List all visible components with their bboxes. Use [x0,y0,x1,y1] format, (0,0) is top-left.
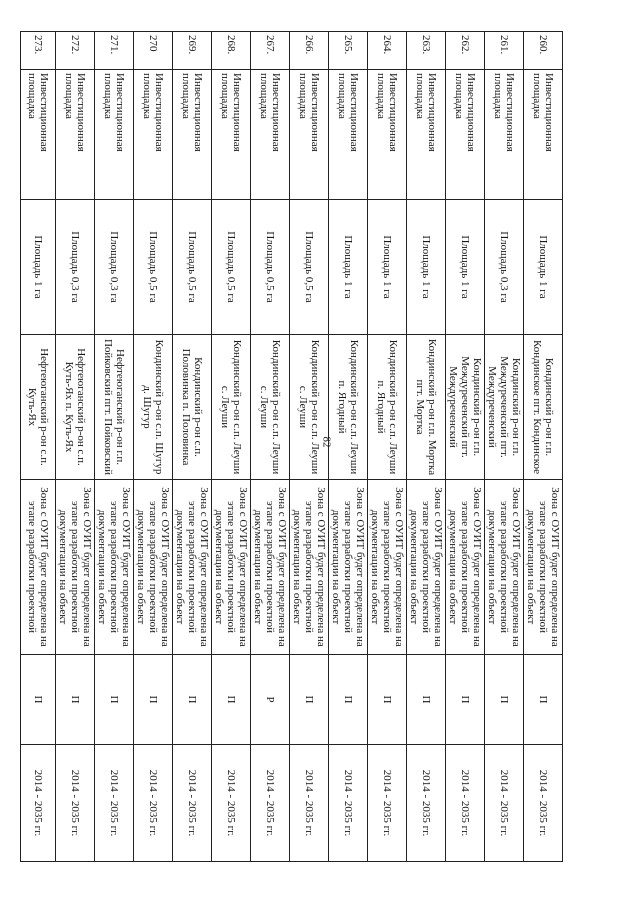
object-area: Площадь 1 га [524,200,563,335]
zone-description: Зона с ОУИТ будет определена на этапе разработки проектной документации на объект [524,480,563,655]
zone-description: Зона с ОУИТ будет определена на этапе разработки проектной документации на объект [290,480,329,655]
table-row [290,32,329,862]
implementation-period: 2014 - 2035 гг. [407,745,446,862]
object-type: Инвестиционная площадка [290,70,329,200]
object-location: Нефтеюганский р-он с.п. Куть-Ях [20,335,55,480]
implementation-period: 2014 - 2035 гг. [56,745,95,862]
table-row [485,32,524,862]
zone-description: Зона с ОУИТ будет определена на этапе разработки проектной документации на объект [251,480,290,655]
table-row [56,32,95,862]
table-row [95,32,134,862]
object-status: П [329,655,368,745]
object-status: П [407,655,446,745]
object-type: Инвестиционная площадка [134,70,173,200]
object-type: Инвестиционная площадка [407,70,446,200]
object-status: П [485,655,524,745]
object-location: Кондинский р-он г.п. Кондинское пгт. Кондинское [524,335,563,480]
object-type: Инвестиционная площадка [251,70,290,200]
object-location: Кондинский р-он г.п. Междуреченский пгт. Междуреченский [446,335,485,480]
object-location: Кондинский р-он с.п. Половинка п. Половинка [173,335,212,480]
object-type: Инвестиционная площадка [485,70,524,200]
implementation-period: 2014 - 2035 гг. [95,745,134,862]
object-location: Нефтеюганский р-он г.п. Пойковский пгт. Пойковский [95,335,134,480]
zone-description: Зона с ОУИТ будет определена на этапе разработки проектной [20,480,55,655]
object-location: Кондинский р-он г.п. Мортка пгт. Мортка [407,335,446,480]
object-location: Кондинский р-он с.п. Леуши с. Леуши [212,335,251,480]
implementation-period: 2014 - 2035 гг. [485,745,524,862]
object-status: П [524,655,563,745]
object-status: П [134,655,173,745]
object-area: Площадь 1 га [446,200,485,335]
implementation-period: 2014 - 2035 гг. [251,745,290,862]
table-row [251,32,290,862]
object-status: П [446,655,485,745]
object-type: Инвестиционная площадка [20,70,55,200]
table-row [212,32,251,862]
row-number: 260. [524,32,563,70]
zone-description: Зона с ОУИТ будет определена на этапе разработки проектной документации на объект [134,480,173,655]
zone-description: Зона с ОУИТ будет определена на этапе разработки проектной документации на объект [56,480,95,655]
object-type: Инвестиционная площадка [95,70,134,200]
object-type: Инвестиционная площадка [524,70,563,200]
object-type: Инвестиционная площадка [56,70,95,200]
zone-description: Зона с ОУИТ будет определена на этапе разработки проектной документации на объект [485,480,524,655]
object-status: П [368,655,407,745]
implementation-period: 2014 - 2035 гг. [173,745,212,862]
object-area: Площадь 1 га [20,200,55,335]
zone-description: Зона с ОУИТ будет определена на этапе разработки проектной документации на объект [95,480,134,655]
zone-description: Зона с ОУИТ будет определена на этапе разработки проектной документации на объект [446,480,485,655]
row-number: 263. [407,32,446,70]
object-status: П [20,655,55,745]
table-row [329,32,368,862]
zone-description: Зона с ОУИТ будет определена на этапе разработки проектной документации на объект [368,480,407,655]
object-area: Площадь 1 га [407,200,446,335]
object-area: Площадь 1 га [368,200,407,335]
row-number: 261. [485,32,524,70]
zone-description: Зона с ОУИТ будет определена на этапе разработки проектной документации на объект [407,480,446,655]
object-area: Площадь 0,5 га [173,200,212,335]
implementation-period: 2014 - 2035 гг. [134,745,173,862]
zone-description: Зона с ОУИТ будет определена на этапе разработки проектной документации на объект [212,480,251,655]
row-number: 270 [134,32,173,70]
row-number: 266. [290,32,329,70]
implementation-period: 2014 - 2035 гг. [290,745,329,862]
object-status: П [290,655,329,745]
object-area: Площадь 0,3 га [485,200,524,335]
page-number: 82 [320,436,333,448]
object-type: Инвестиционная площадка [446,70,485,200]
object-type: Инвестиционная площадка [368,70,407,200]
object-area: Площадь 0,5 га [134,200,173,335]
object-location: Кондинский р-он с.п. Леуши с. Леуши [251,335,290,480]
row-number: 268. [212,32,251,70]
table-row [173,32,212,862]
row-number: 265. [329,32,368,70]
object-status: П [95,655,134,745]
object-type: Инвестиционная площадка [173,70,212,200]
row-number: 273. [20,32,55,70]
implementation-period: 2014 - 2035 гг. [212,745,251,862]
object-status: П [212,655,251,745]
table-row [407,32,446,862]
zone-description: Зона с ОУИТ будет определена на этапе разработки проектной документации на объект [329,480,368,655]
table-row [368,32,407,862]
object-area: Площадь 0,5 га [212,200,251,335]
row-number: 262. [446,32,485,70]
object-location: Кондинский р-он г.п. Междуреченский пгт. Междуреченский [485,335,524,480]
object-type: Инвестиционная площадка [329,70,368,200]
table-row [20,32,55,862]
row-number: 271. [95,32,134,70]
implementation-period: 2014 - 2035 гг. [368,745,407,862]
object-area: Площадь 0,5 га [251,200,290,335]
object-location: Кондинский р-он с.п. Леуши п. Ягодный [329,335,368,480]
object-location: Нефтеюганский р-он с.п. Куть-Ях п. Куть-Ях [56,335,95,480]
object-status: П [173,655,212,745]
object-area: Площадь 0,3 га [56,200,95,335]
object-area: Площадь 1 га [329,200,368,335]
object-status: Р [251,655,290,745]
object-area: Площадь 0,5 га [290,200,329,335]
zone-description: Зона с ОУИТ будет определена на этапе разработки проектной документации на объект [173,480,212,655]
table-row [524,32,563,862]
table-row [446,32,485,862]
implementation-period: 2014 - 2035 гг. [446,745,485,862]
implementation-period: 2014 - 2035 гг. [20,745,55,862]
implementation-period: 2014 - 2035 гг. [524,745,563,862]
table-body [20,32,562,862]
objects-table [20,31,563,862]
object-location: Кондинский р-он с.п. Леуши с. Леуши [290,335,329,480]
object-location: Кондинский р-он с.п. Леуши п. Ягодный [368,335,407,480]
row-number: 272. [56,32,95,70]
object-type: Инвестиционная площадка [212,70,251,200]
implementation-period: 2014 - 2035 гг. [329,745,368,862]
object-status: П [56,655,95,745]
table-row [134,32,173,862]
object-area: Площадь 0,3 га [95,200,134,335]
row-number: 264. [368,32,407,70]
object-location: Кондинский р-он с.п. Шугур д. Шугур [134,335,173,480]
row-number: 269. [173,32,212,70]
row-number: 267. [251,32,290,70]
